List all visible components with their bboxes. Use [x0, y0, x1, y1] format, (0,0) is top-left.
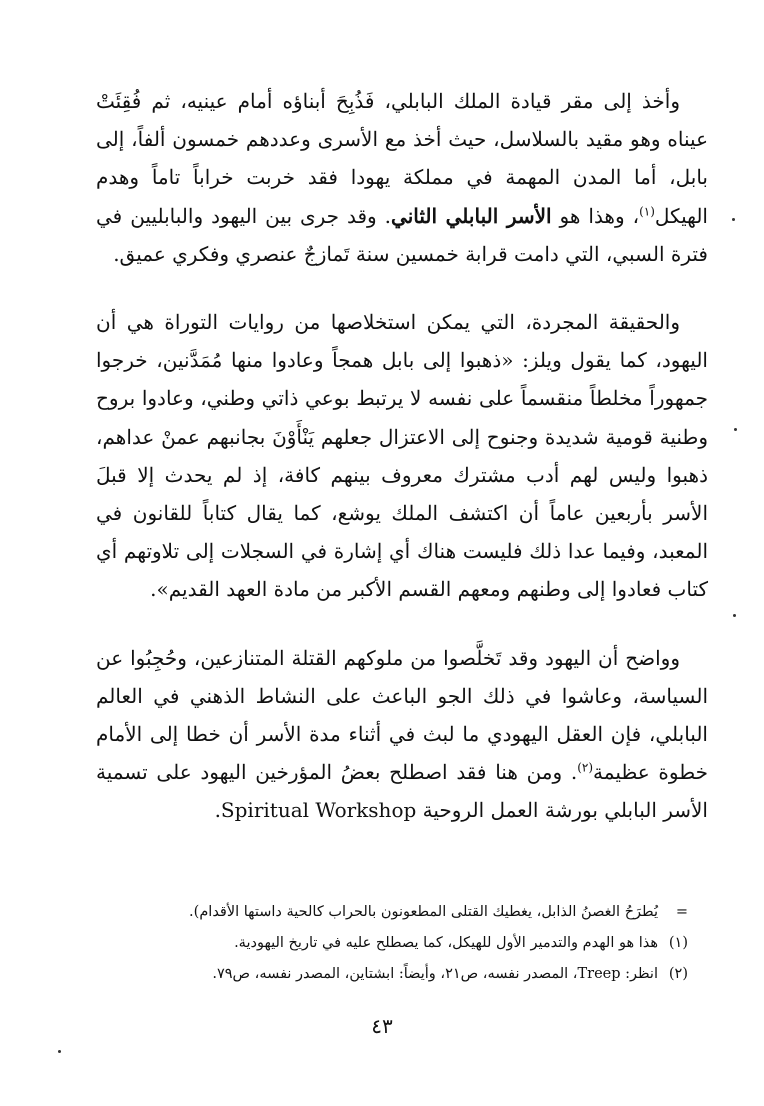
scan-speck	[733, 614, 736, 617]
footnote-1	[100, 928, 688, 959]
scan-speck	[734, 428, 737, 431]
main-text	[96, 82, 708, 830]
footnote-text: هذا هو الهدم والتدمير الأول للهيكل، كما يصطلح عليه في تاريخ اليهودية.	[234, 935, 658, 951]
paragraph-text: . وقد جرى بين اليهود والبابليين في فترة السبي، التي دامت قرابة خمسين سنة تَمازجٌ عنصري وفكري عميق.	[96, 203, 708, 266]
paragraph-3	[96, 639, 708, 830]
footnote-ref-1: (١)	[639, 203, 655, 218]
scan-speck	[58, 1050, 61, 1053]
footnote-mark: =	[675, 904, 688, 920]
footnote-text: انظر: Treep، المصدر نفسه، ص٢١، وأيضاً: ابشتاين، المصدر نفسه، ص٧٩.	[212, 966, 658, 982]
paragraph-text: . ومن هنا فقد اصطلح بعضُ المؤرخين اليهود على تسمية الأسر البابلي بورشة العمل الروحية	[96, 760, 708, 823]
paragraph-text: والحقيقة المجردة، التي يمكن استخلاصها من روايات التوراة هي أن اليهود، كما يقول ويلز: «ذهبوا إلى بابل همجاً وعادوا منها مُمَدَّنين، خرجوا جمهوراً مخلطاً منقسماً على نفسه لا يرتبط بوعي ذاتي وطني، وعادوا بروح وطنية قومية شديدة وجنوح إلى الاعتزال جعلهم يَنْأَوْنَ بجانبهم عمنْ عداهم، ذهبوا وليس لهم أدب مشترك معروف بينهم كافة، إذ لم يحدث إلا قبلَ الأسر بأربعين عاماً أن اكتشف الملك يوشع، كما يقال كتاباً للقانون في المعبد، وفيما عدا ذلك فليست هناك أي إشارة في السجلات إلى تلاوتهم أي كتاب فعادوا إلى وطنهم ومعهم القسم الأكبر من مادة العهد القديم».	[96, 310, 708, 602]
page-number: ٤٣	[371, 1014, 393, 1038]
footnotes	[100, 897, 688, 990]
footnote-text: يُطرَحُ الغصنُ الذابل، يغطيك القتلى المطعونون بالحراب كالحية داستها الأقدام).	[189, 904, 658, 920]
english-term: Spiritual Workshop	[220, 798, 417, 823]
footnote-2	[100, 959, 688, 990]
paragraph-text: .	[214, 798, 221, 823]
footnote-ref-2: (٢)	[577, 760, 594, 775]
scan-speck	[732, 218, 735, 221]
footnote-mark: (٢)	[668, 966, 688, 982]
paragraph-text: ، وهذا هو	[551, 203, 640, 228]
footnote-continuation	[100, 897, 688, 928]
paragraph-text: وواضح أن اليهود وقد تَخلَّصوا من ملوكهم القتلة المتنازعين، وحُجِبُوا عن السياسة، وعاشوا في ذلك الجو الباعث على النشاط الذهني في العالم البابلي، فإن العقل اليهودي ما لبث في أثناء مدة الأسر أن خطا إلى الأمام خطوة عظيمة	[96, 645, 709, 785]
bold-term: الأسر البابلي الثاني	[391, 203, 552, 228]
paragraph-1	[96, 82, 708, 273]
footnote-mark: (١)	[668, 935, 688, 951]
paragraph-2	[96, 303, 708, 609]
paragraph-text: وأخذ إلى مقر قيادة الملك البابلي، فَذُبِحَ أبناؤه أمام عينيه، ثم فُقِئَتْ عيناه وهو مقيد بالسلاسل، حيث أخذ مع الأسرى وعددهم خمسون ألفاً، إلى بابل، أما المدن المهمة في مملكة يهودا فقد خربت خراباً تاماً وهدم الهيكل	[96, 89, 709, 228]
